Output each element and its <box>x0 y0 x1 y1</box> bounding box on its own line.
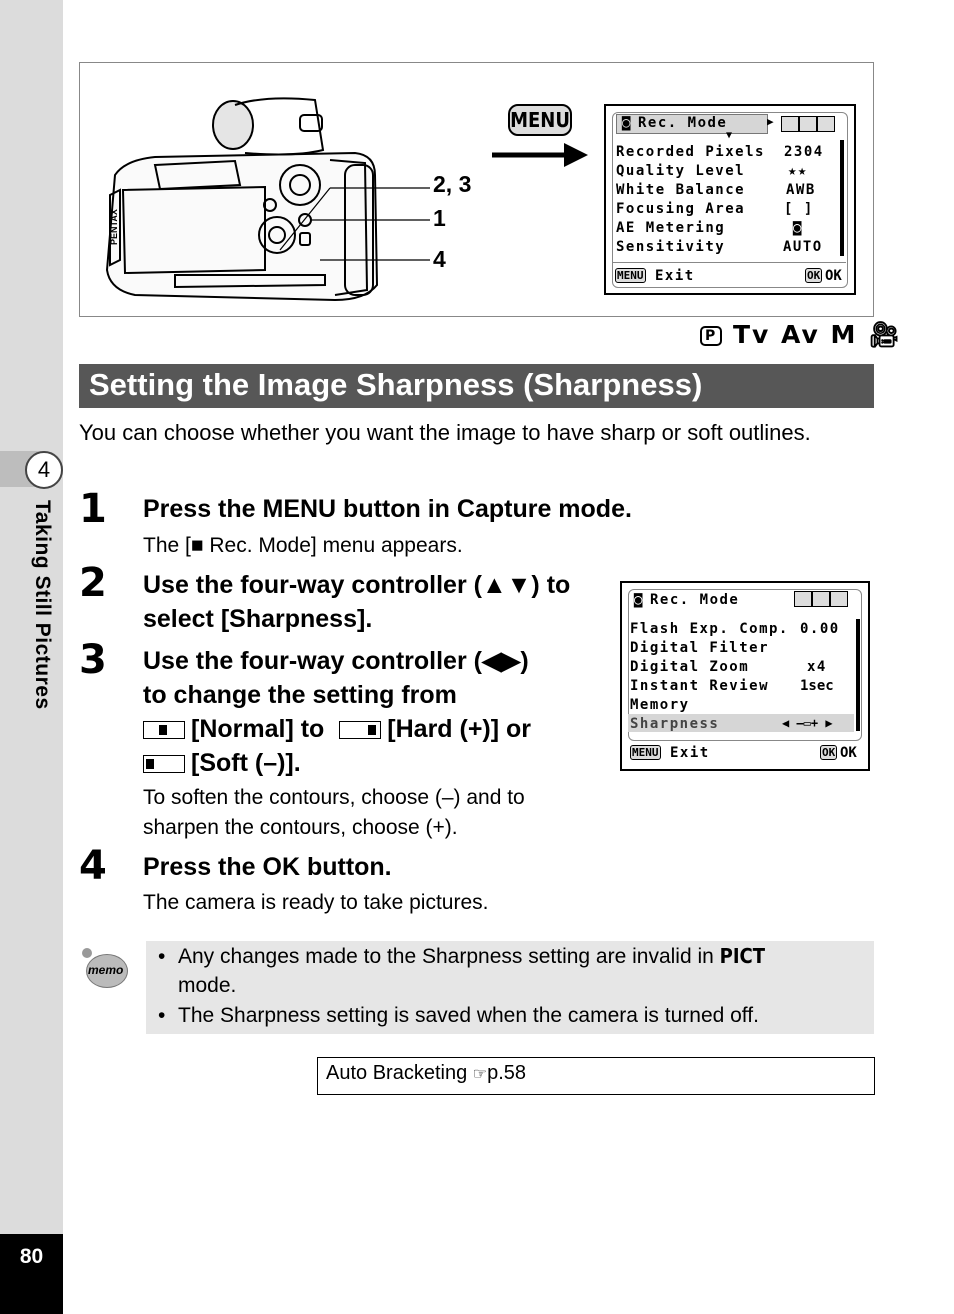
right-triangle-icon: ▶ <box>767 115 776 128</box>
step-text: Press the MENU button in Capture mode. <box>143 495 632 523</box>
setup-tab-icon <box>817 116 835 132</box>
callout-1: 1 <box>433 205 446 231</box>
pointing-hand-icon: ☞ <box>472 1066 488 1083</box>
menu-row-label: Sensitivity <box>616 239 726 255</box>
memo-text: The Sharpness setting is saved when the camera is turned off. <box>178 1004 759 1027</box>
svg-text:PENTAX: PENTAX <box>109 209 119 245</box>
sharpness-normal-icon <box>143 721 185 739</box>
footer-ok: OK <box>825 268 842 284</box>
step-text-line: [Normal] to [Hard (+)] or <box>143 712 531 746</box>
menu-screen-sharpness <box>620 581 870 771</box>
menu-header: Rec. Mode <box>650 592 740 608</box>
camera-icon: ◙ <box>622 115 632 131</box>
sharpness-slider-icon: ◀ –▭+ ▶ <box>782 716 833 730</box>
metering-icon: ◙ <box>793 220 803 236</box>
menu-row-label: Instant Review <box>630 678 770 694</box>
ok-key-icon: OK <box>807 269 821 282</box>
step-subtext: The [■ Rec. Mode] menu appears. <box>143 534 463 557</box>
menu-row-label: Digital Filter <box>630 640 770 656</box>
ok-key-icon: OK <box>822 746 836 759</box>
footer-exit: Exit <box>655 268 695 284</box>
step-subtext: sharpen the contours, choose (+). <box>143 816 458 839</box>
step-number: 2 <box>79 560 107 606</box>
menu-row-label: Digital Zoom <box>630 659 750 675</box>
camera-icon: ◙ <box>634 592 644 608</box>
menu-screen-rec-mode <box>604 104 856 295</box>
memo-text: Any changes made to the Sharpness setting are invalid in PICT mode. <box>178 944 766 997</box>
step-subtext: To soften the contours, choose (–) and to <box>143 786 525 809</box>
menu-row-value: 1sec <box>800 678 834 694</box>
mode-icons-text: Tv Av M <box>732 320 858 349</box>
menu-button-icon: MENU <box>508 104 572 136</box>
menu-row-value: AUTO <box>783 239 823 255</box>
step-number: 3 <box>79 637 107 683</box>
callout-4: 4 <box>433 246 446 272</box>
step-text: Use the four-way controller (▲▼) to select [Sharpness]. <box>143 571 571 633</box>
menu-key-icon: MENU <box>632 746 659 759</box>
down-triangle-icon: ▼ <box>726 130 734 141</box>
chapter-number: 4 <box>25 451 63 489</box>
intro-text: You can choose whether you want the image to have sharp or soft outlines. <box>79 420 811 445</box>
step-text: Press the OK button. <box>143 853 392 881</box>
reference-link[interactable]: Auto Bracketing ☞p.58 <box>326 1062 527 1084</box>
step-text: to change the setting from <box>143 681 457 709</box>
footer-exit: Exit <box>670 745 710 761</box>
setup-tab-icon <box>830 591 848 607</box>
step-number: 1 <box>79 486 107 532</box>
menu-key-icon: MENU <box>617 269 644 282</box>
menu-row-label: Recorded Pixels <box>616 144 765 160</box>
callout-lines <box>270 180 435 270</box>
mode-icons <box>700 320 902 350</box>
memo-icon: memo <box>82 948 128 988</box>
pict-mode-icon: PICT <box>719 944 766 968</box>
menu-row-label: Quality Level <box>616 163 746 179</box>
menu-row-value: x4 <box>807 659 827 675</box>
footer-ok: OK <box>840 745 857 761</box>
memo-bullet: • <box>158 1004 166 1027</box>
step-number: 4 <box>79 843 107 889</box>
movie-tab-icon <box>781 116 799 132</box>
movie-tab-icon <box>794 591 812 607</box>
menu-row-label: Memory <box>630 697 690 713</box>
menu-row-value: ★★ <box>788 163 808 179</box>
sharpness-hard-icon <box>339 721 381 739</box>
movie-mode-icon: 🎥︎ <box>868 320 902 349</box>
step-text-line: [Soft (–)]. <box>143 746 301 780</box>
program-mode-icon: P <box>700 326 722 346</box>
chapter-label: Taking Still Pictures <box>31 500 54 710</box>
callout-2-3: 2, 3 <box>433 171 472 197</box>
menu-row-label: AE Metering <box>616 220 726 236</box>
sharpness-soft-icon <box>143 755 185 773</box>
step-subtext: The camera is ready to take pictures. <box>143 891 489 914</box>
page-number: 80 <box>19 1245 44 1268</box>
step-text: Use the four-way controller (◀▶) <box>143 647 529 675</box>
menu-row-value: 0.00 <box>800 621 840 637</box>
playback-tab-icon <box>799 116 817 132</box>
menu-row-label: Flash Exp. Comp. <box>630 621 789 637</box>
scrollbar <box>856 619 860 731</box>
menu-header: Rec. Mode <box>638 115 728 131</box>
page-title: Setting the Image Sharpness (Sharpness) <box>89 367 703 402</box>
arrow-right-icon <box>492 140 592 170</box>
menu-row-label: Focusing Area <box>616 201 746 217</box>
menu-row-value: AWB <box>786 182 816 198</box>
scrollbar <box>840 140 844 256</box>
menu-row-value: 2304 <box>784 144 824 160</box>
memo-bullet: • <box>158 945 166 968</box>
menu-row-label-selected: Sharpness <box>630 716 720 732</box>
menu-row-label: White Balance <box>616 182 746 198</box>
menu-row-value: [ ] <box>784 201 814 217</box>
playback-tab-icon <box>812 591 830 607</box>
